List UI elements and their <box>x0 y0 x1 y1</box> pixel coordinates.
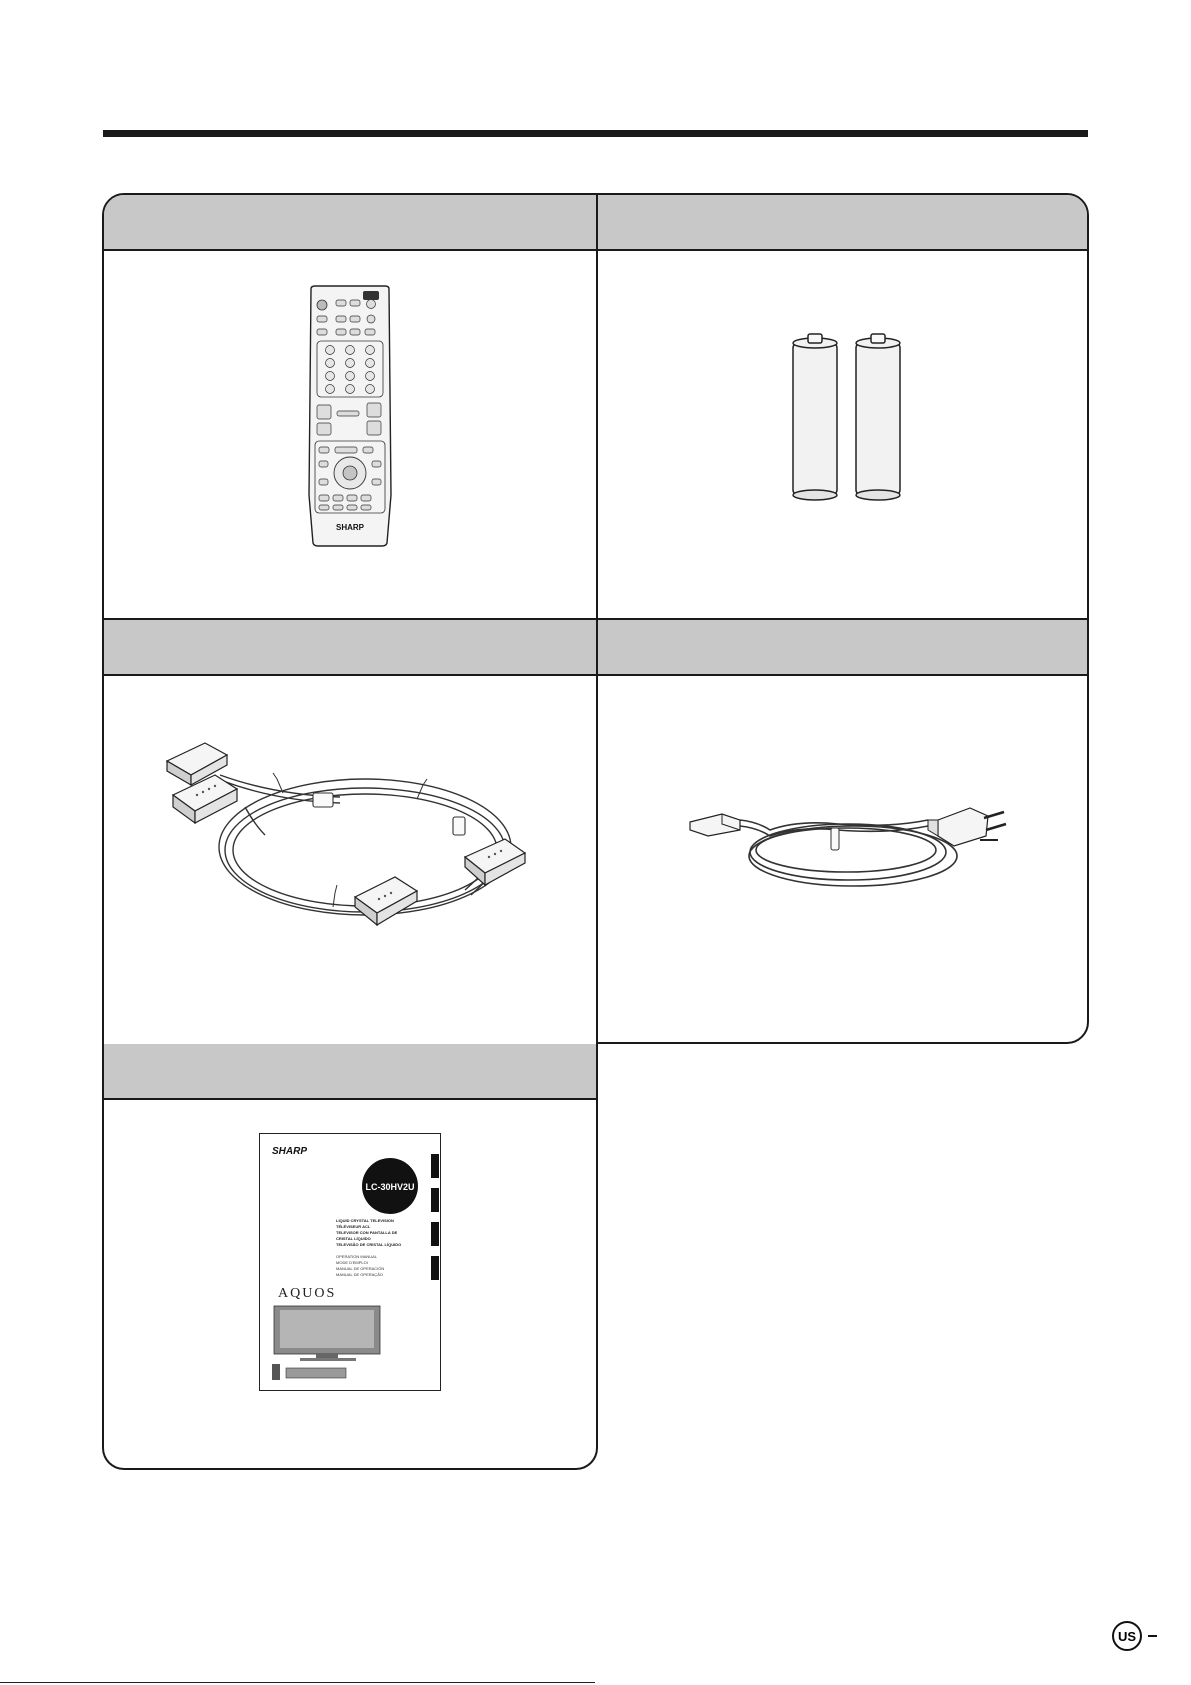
header-power-cord <box>598 620 1087 674</box>
header-manual <box>104 1044 596 1098</box>
top-rule <box>103 130 1088 137</box>
manual-title-line-2: TÉLÉVISEUR ACL <box>336 1224 371 1229</box>
manual-title-line-1: LIQUID CRYSTAL TELEVISION <box>336 1218 394 1223</box>
operation-manual-image <box>259 1133 441 1391</box>
cable-image <box>165 735 550 935</box>
region-badge: US <box>1112 1621 1142 1651</box>
header-cable <box>104 620 596 674</box>
manual-model-label: LC-30HV2U <box>365 1182 415 1192</box>
manual-doc-line-2: MODE D'EMPLOI <box>336 1260 368 1265</box>
manual-title-line-5: TELEVISÃO DE CRISTAL LÍQUIDO <box>336 1242 402 1247</box>
manual-doc-line-4: MANUAL DE OPERAÇÃO <box>336 1272 383 1277</box>
remote-control-image <box>305 285 395 547</box>
manual-title-line-4: CRISTAL LÍQUIDO <box>336 1236 371 1241</box>
header-remote <box>104 195 596 249</box>
manual-title-line-3: TELEVISOR CON PANTALLA DE <box>336 1230 398 1235</box>
manual-brand-label: SHARP <box>272 1146 308 1157</box>
manual-doc-line-3: MANUAL DE OPERACIÓN <box>336 1266 385 1271</box>
manual-product-name: AQUOS <box>278 1286 337 1301</box>
page-number-dash <box>1148 1635 1157 1637</box>
manual-doc-line-1: OPERATION MANUAL <box>336 1254 378 1259</box>
power-cord-image <box>688 790 1013 900</box>
remote-brand-label: SHARP <box>335 523 365 532</box>
bottom-rule <box>0 1682 595 1683</box>
page-footer <box>1112 1621 1157 1651</box>
batteries-image <box>784 333 909 503</box>
header-batteries <box>598 195 1087 249</box>
